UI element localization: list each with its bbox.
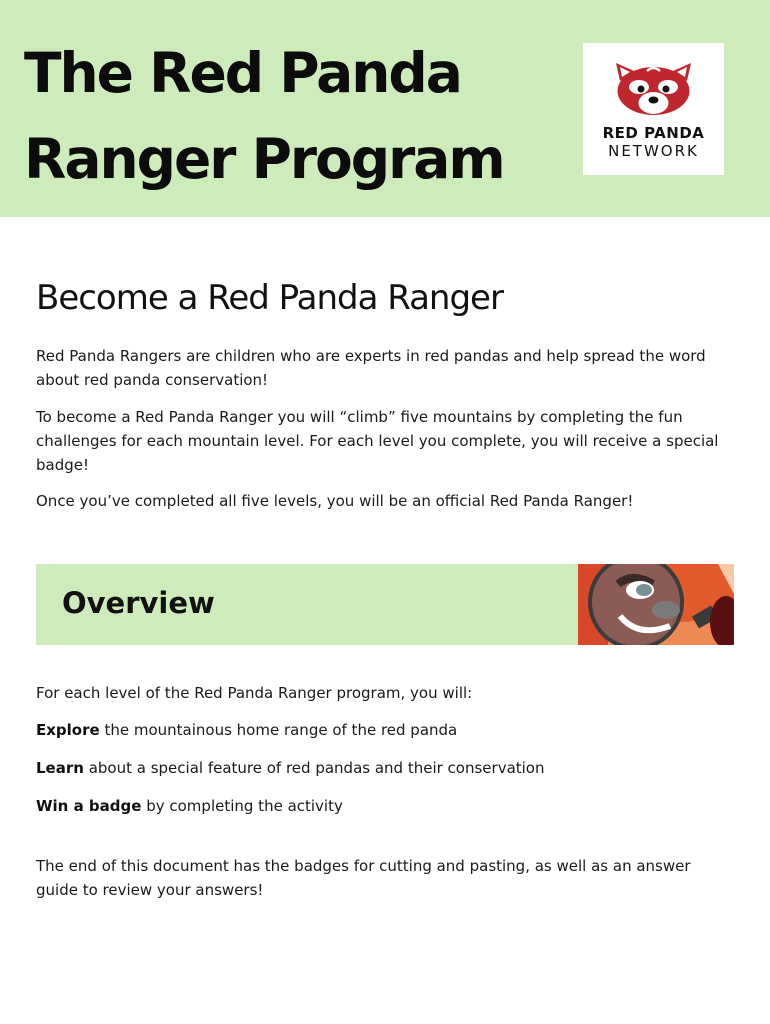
list-item-text: by completing the activity <box>141 797 343 815</box>
overview-heading: Overview <box>62 586 215 620</box>
list-item-bold: Explore <box>36 721 100 739</box>
magnifying-glass-red-panda-icon <box>578 564 734 645</box>
overview-intro: For each level of the Red Panda Ranger program, you will: <box>36 684 473 702</box>
list-item-bold: Win a badge <box>36 797 142 815</box>
become-ranger-heading: Become a Red Panda Ranger <box>36 278 503 318</box>
red-panda-face-icon <box>606 59 701 119</box>
become-paragraph-1: Red Panda Rangers are children who are experts in red pandas and help spread the word about red panda conservation! <box>36 347 706 389</box>
list-item-learn <box>36 756 545 780</box>
list-item-win-badge <box>36 794 343 818</box>
become-paragraph-3: Once you’ve completed all five levels, you will be an official Red Panda Ranger! <box>36 492 634 510</box>
logo-text-line-1: RED PANDA <box>602 124 705 142</box>
list-item-bold: Learn <box>36 759 84 777</box>
list-item-text: the mountainous home range of the red panda <box>99 721 458 739</box>
title-line-2: Ranger Program <box>24 127 504 191</box>
list-item-explore <box>36 718 457 742</box>
title-line-1: The Red Panda <box>24 41 461 105</box>
red-panda-network-logo <box>583 43 724 175</box>
become-paragraph-2: To become a Red Panda Ranger you will “climb” five mountains by completing the fun challenges for each mountain level. For each level you complete, you will receive a special badge! <box>36 408 719 474</box>
logo-text-line-2: NETWORK <box>608 142 699 160</box>
header-banner <box>0 0 770 217</box>
page-title <box>24 30 504 202</box>
overview-banner <box>36 564 580 645</box>
list-item-text: about a special feature of red pandas and their conservation <box>83 759 545 777</box>
closing-paragraph: The end of this document has the badges for cutting and pasting, as well as an answer guide to review your answers! <box>36 857 691 899</box>
